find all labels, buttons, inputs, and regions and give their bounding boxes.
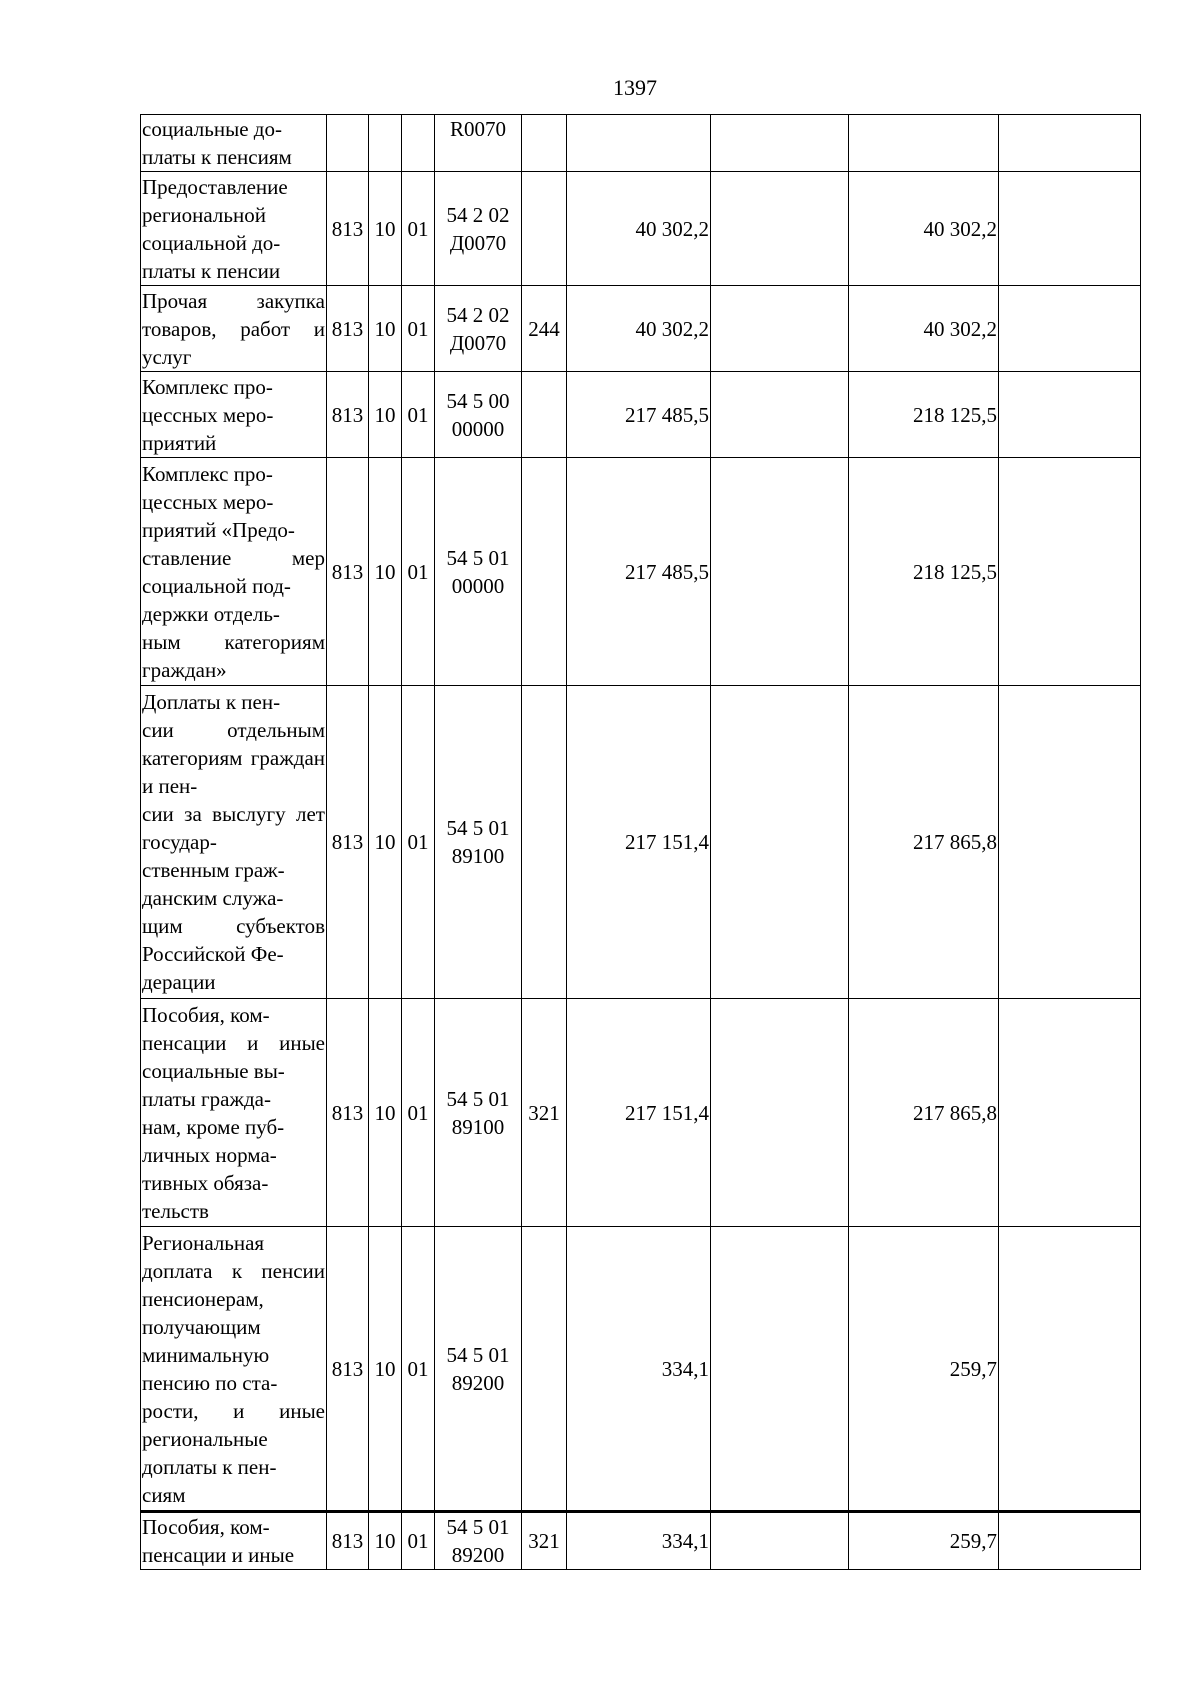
row-name-cell: Прочая закупка товаров, работ и услуг: [141, 286, 327, 372]
empty-cell: [999, 372, 1141, 458]
section-code-cell: 10: [369, 286, 402, 372]
target-article-part1: 54 5 01: [446, 1515, 510, 1539]
target-article-part1: 54 5 01: [446, 1342, 510, 1367]
expense-type-cell: [522, 686, 567, 999]
row-name-cell: социальные до- платы к пенсиям: [141, 115, 327, 172]
budget-table: [140, 114, 1141, 1570]
empty-cell: [999, 286, 1141, 372]
amount-year1-cell: 334,1: [567, 1227, 711, 1512]
subsection-code-cell: 01: [402, 372, 435, 458]
table-row: [141, 1227, 1141, 1512]
amount-year1-cell: 334,1: [567, 1512, 711, 1570]
subsection-code-cell: 01: [402, 999, 435, 1227]
row-name-cell: Комплекс про- цессных меро- приятий: [141, 372, 327, 458]
expense-type-cell: 244: [522, 286, 567, 372]
target-article-cell: [435, 686, 522, 999]
amount-year1-cell: 217 485,5: [567, 458, 711, 686]
expense-type-cell: [522, 372, 567, 458]
amount-year1-cell: 217 151,4: [567, 686, 711, 999]
section-code-cell: 10: [369, 372, 402, 458]
expense-type-cell: [522, 115, 567, 172]
amount-year2-cell: [849, 115, 999, 172]
amount-year2-cell: 40 302,2: [849, 172, 999, 286]
page-number: 1397: [613, 75, 657, 100]
empty-cell: [711, 372, 849, 458]
target-article-part2: Д0070: [449, 230, 507, 255]
empty-cell: [999, 686, 1141, 999]
target-article-part1: 54 5 01: [446, 545, 510, 570]
empty-cell: [711, 1512, 849, 1570]
table-row: [141, 286, 1141, 372]
subsection-code-cell: 01: [402, 172, 435, 286]
section-code-cell: 10: [369, 686, 402, 999]
target-article-cell: [435, 1227, 522, 1512]
amount-year2-cell: 218 125,5: [849, 372, 999, 458]
section-code-cell: [369, 115, 402, 172]
expense-type-cell: [522, 458, 567, 686]
target-article-cell: [435, 372, 522, 458]
target-article-cell: [435, 458, 522, 686]
row-name-cell: Пособия, ком- пенсации и иные социальные вы- платы гражда- нам, кроме пуб- личных норма- тивных обяза- тельств: [141, 999, 327, 1227]
ministry-code-cell: [327, 115, 369, 172]
ministry-code-cell: 813: [327, 1512, 369, 1570]
row-name-cell: Предоставление региональной социальной до- платы к пенсии: [141, 172, 327, 286]
table-row: [141, 172, 1141, 286]
empty-cell: [711, 999, 849, 1227]
table-row: [141, 372, 1141, 458]
row-name-cell: Пособия, ком- пенсации и иные: [141, 1512, 327, 1570]
ministry-code-cell: 813: [327, 458, 369, 686]
empty-cell: [711, 115, 849, 172]
empty-cell: [711, 286, 849, 372]
row-name-cell: Комплекс про- цессных меро- приятий «Предо- ставление мер социальной под- держки отдель- ным категориям граждан»: [141, 458, 327, 686]
subsection-code-cell: 01: [402, 686, 435, 999]
ministry-code-cell: 813: [327, 686, 369, 999]
amount-year1-cell: [567, 115, 711, 172]
expense-type-cell: 321: [522, 999, 567, 1227]
amount-year2-cell: 217 865,8: [849, 999, 999, 1227]
table-row: [141, 999, 1141, 1227]
empty-cell: [999, 115, 1141, 172]
target-article-part2: 89200: [451, 1543, 505, 1567]
expense-type-cell: 321: [522, 1512, 567, 1570]
target-article-cell: [435, 115, 522, 172]
ministry-code-cell: 813: [327, 999, 369, 1227]
expense-type-cell: [522, 1227, 567, 1512]
section-code-cell: 10: [369, 458, 402, 686]
amount-year2-cell: 217 865,8: [849, 686, 999, 999]
amount-year2-cell: 40 302,2: [849, 286, 999, 372]
target-article-part1: 54 5 00: [446, 388, 510, 413]
ministry-code-cell: 813: [327, 286, 369, 372]
expense-type-cell: [522, 172, 567, 286]
table-row: [141, 115, 1141, 172]
row-name-cell: Доплаты к пен- сии отдельным категориям граждан и пен- сии за выслугу лет государ- ственным граж- данским служа- щим субъектов Российской Фе- дерации: [141, 686, 327, 999]
target-article-part2: 89200: [451, 1370, 505, 1395]
amount-year1-cell: 40 302,2: [567, 286, 711, 372]
empty-cell: [999, 458, 1141, 686]
section-code-cell: 10: [369, 172, 402, 286]
empty-cell: [711, 686, 849, 999]
subsection-code-cell: 01: [402, 1227, 435, 1512]
section-code-cell: 10: [369, 1512, 402, 1570]
empty-cell: [999, 1512, 1141, 1570]
target-article-part2: 00000: [451, 416, 505, 441]
subsection-code-cell: 01: [402, 286, 435, 372]
table-row: [141, 1512, 1141, 1570]
amount-year2-cell: 218 125,5: [849, 458, 999, 686]
empty-cell: [999, 999, 1141, 1227]
table-row: [141, 458, 1141, 686]
target-article-part1: 54 2 02: [446, 302, 510, 327]
subsection-code-cell: 01: [402, 458, 435, 686]
target-article-cell: [435, 999, 522, 1227]
target-article-part2: 00000: [451, 573, 505, 598]
section-code-cell: 10: [369, 999, 402, 1227]
ministry-code-cell: 813: [327, 372, 369, 458]
amount-year1-cell: 217 151,4: [567, 999, 711, 1227]
target-article-part1: R0070: [449, 117, 506, 141]
row-name-cell: Региональная доплата к пенсии пенсионерам, получающим минимальную пенсию по ста- рости, и иные региональные доплаты к пен- сиям: [141, 1227, 327, 1512]
empty-cell: [999, 1227, 1141, 1512]
empty-cell: [711, 172, 849, 286]
table-row: [141, 686, 1141, 999]
target-article-part1: 54 2 02: [446, 202, 510, 227]
target-article-cell: [435, 286, 522, 372]
empty-cell: [711, 458, 849, 686]
section-code-cell: 10: [369, 1227, 402, 1512]
target-article-part2: 89100: [451, 844, 505, 868]
target-article-cell: [435, 172, 522, 286]
target-article-part2: 89100: [451, 1114, 505, 1139]
subsection-code-cell: 01: [402, 1512, 435, 1570]
target-article-part1: 54 5 01: [446, 816, 510, 840]
amount-year2-cell: 259,7: [849, 1512, 999, 1570]
target-article-part1: 54 5 01: [446, 1086, 510, 1111]
table-body: [141, 115, 1141, 1570]
target-article-cell: [435, 1512, 522, 1570]
amount-year2-cell: 259,7: [849, 1227, 999, 1512]
ministry-code-cell: 813: [327, 1227, 369, 1512]
empty-cell: [711, 1227, 849, 1512]
amount-year1-cell: 217 485,5: [567, 372, 711, 458]
subsection-code-cell: [402, 115, 435, 172]
ministry-code-cell: 813: [327, 172, 369, 286]
target-article-part2: Д0070: [449, 330, 507, 355]
amount-year1-cell: 40 302,2: [567, 172, 711, 286]
empty-cell: [999, 172, 1141, 286]
